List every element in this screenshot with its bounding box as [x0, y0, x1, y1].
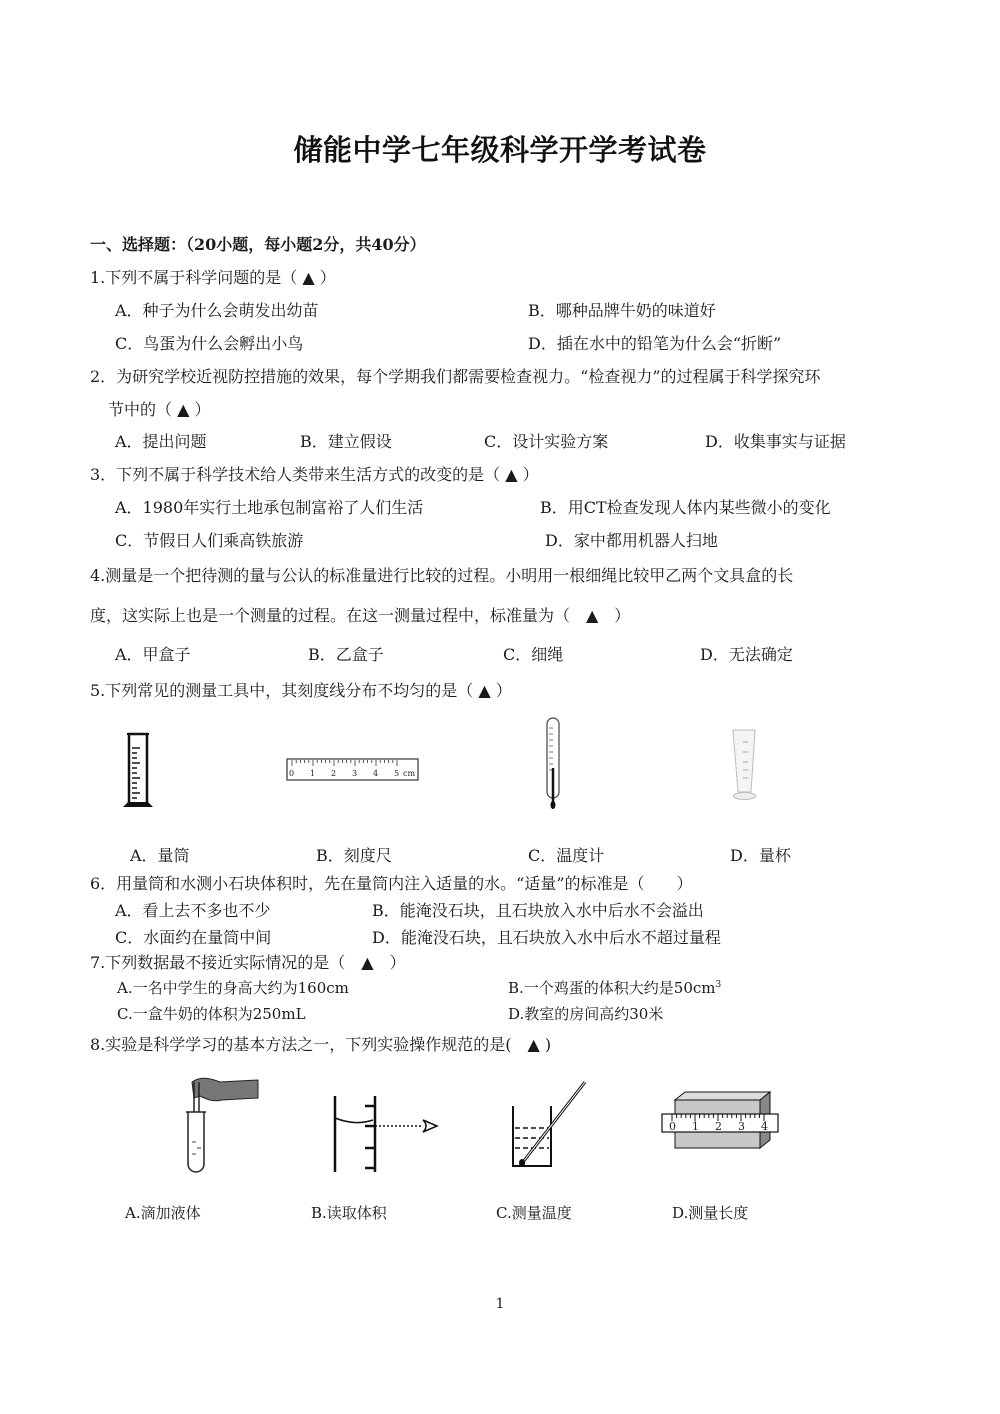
q3-option-b: B．用CT检查发现人体内某些微小的变化 [540, 498, 831, 517]
q7-option-a: A.一名中学生的身高大约为160cm [117, 979, 349, 997]
q1-option-a: A．种子为什么会萌发出幼苗 [115, 301, 319, 320]
ruler-label: 1 [310, 769, 316, 778]
q7-option-b [508, 977, 721, 998]
q5-option-d: D．量杯 [730, 846, 791, 865]
ruler-label: 4 [761, 1120, 768, 1133]
q1-option-d: D．插在水中的铅笔为什么会“折断” [528, 334, 782, 353]
q2-option-c: C．设计实验方案 [484, 432, 609, 451]
q5-option-c: C．温度计 [528, 846, 605, 865]
question-4: 4.测量是一个把待测的量与公认的标准量进行比较的过程。小明用一根细绳比较甲乙两个文具盒的长 [90, 566, 794, 585]
ruler-label: 0 [289, 769, 295, 778]
reading-volume-figure [325, 1092, 455, 1174]
q6-option-c: C．水面约在量筒中间 [115, 928, 272, 947]
q7-option-c: C.一盒牛奶的体积为250mL [117, 1005, 306, 1023]
q7-option-d: D.教室的房间高约30米 [508, 1005, 664, 1023]
question-5: 5.下列常见的测量工具中，其刻度线分布不均匀的是（ ▲ ） [90, 681, 512, 700]
q5-option-a: A．量筒 [130, 846, 190, 865]
ruler-label: cm [403, 769, 416, 778]
cubic-superscript: 3 [715, 980, 722, 990]
q7-option-b-text: B.一个鸡蛋的体积大约是50cm [508, 979, 716, 997]
q3-option-c: C．节假日人们乘高铁旅游 [115, 531, 304, 550]
q6-option-a: A．看上去不多也不少 [115, 901, 271, 920]
ruler-label: 1 [692, 1120, 699, 1133]
question-2: 2．为研究学校近视防控措施的效果，每个学期我们都需要检查视力。“检查视力”的过程属于科学探究环 [90, 367, 821, 386]
q4-option-d: D．无法确定 [700, 645, 793, 664]
q5-option-b: B．刻度尺 [316, 846, 392, 865]
measuring-cup-figure [728, 726, 762, 806]
q3-option-d: D．家中都用机器人扫地 [545, 531, 718, 550]
q8-option-a: A.滴加液体 [125, 1204, 201, 1222]
q2-option-a: A．提出问题 [115, 432, 207, 451]
question-6: 6．用量筒和水测小石块体积时，先在量筒内注入适量的水。“适量”的标准是（ ） [90, 874, 693, 893]
section-heading: 一、选择题：（20小题，每小题2分，共40分） [90, 235, 426, 254]
question-4-cont: 度，这实际上也是一个测量的过程。在这一测量过程中，标准量为（ ▲ ） [90, 606, 631, 625]
dropping-liquid-figure [170, 1072, 270, 1174]
q1-option-c: C．鸟蛋为什么会孵出小鸟 [115, 334, 304, 353]
ruler-label: 3 [738, 1120, 745, 1133]
ruler-label: 2 [715, 1120, 722, 1133]
page-number: 1 [495, 1296, 505, 1312]
q1-option-b: B．哪种品牌牛奶的味道好 [528, 301, 716, 320]
q2-option-d: D．收集事实与证据 [705, 432, 846, 451]
graduated-cylinder-figure [120, 728, 170, 810]
q4-option-c: C．细绳 [503, 645, 564, 664]
q8-option-c: C.测量温度 [496, 1204, 572, 1222]
ruler-label: 4 [373, 769, 379, 778]
q4-option-a: A．甲盒子 [115, 645, 191, 664]
thermometer-figure [540, 716, 566, 812]
q6-option-d: D．能淹没石块，且石块放入水中后水不超过量程 [372, 928, 721, 947]
q2-option-b: B．建立假设 [300, 432, 392, 451]
measuring-temperature-figure [505, 1076, 595, 1174]
question-1: 1.下列不属于科学问题的是（ ▲ ） [90, 268, 336, 287]
measuring-length-figure [660, 1090, 780, 1156]
question-2-cont: 节中的（ ▲ ） [108, 400, 211, 419]
ruler-figure [286, 758, 420, 782]
q8-option-b: B.读取体积 [311, 1204, 387, 1222]
question-7: 7.下列数据最不接近实际情况的是（ ▲ ） [90, 953, 406, 972]
exam-title: 储能中学七年级科学开学考试卷 [293, 133, 707, 167]
question-3: 3．下列不属于科学技术给人类带来生活方式的改变的是（ ▲ ） [90, 465, 539, 484]
ruler-label: 2 [331, 769, 337, 778]
ruler-label: 3 [352, 769, 358, 778]
q8-option-d: D.测量长度 [672, 1204, 749, 1222]
q4-option-b: B．乙盒子 [308, 645, 384, 664]
ruler-label: 0 [669, 1120, 676, 1133]
q3-option-a: A．1980年实行土地承包制富裕了人们生活 [115, 498, 424, 517]
ruler-label: 5 [394, 769, 400, 778]
question-8: 8.实验是科学学习的基本方法之一，下列实验操作规范的是( ▲ ) [90, 1035, 552, 1054]
q6-option-b: B．能淹没石块，且石块放入水中后水不会溢出 [372, 901, 704, 920]
